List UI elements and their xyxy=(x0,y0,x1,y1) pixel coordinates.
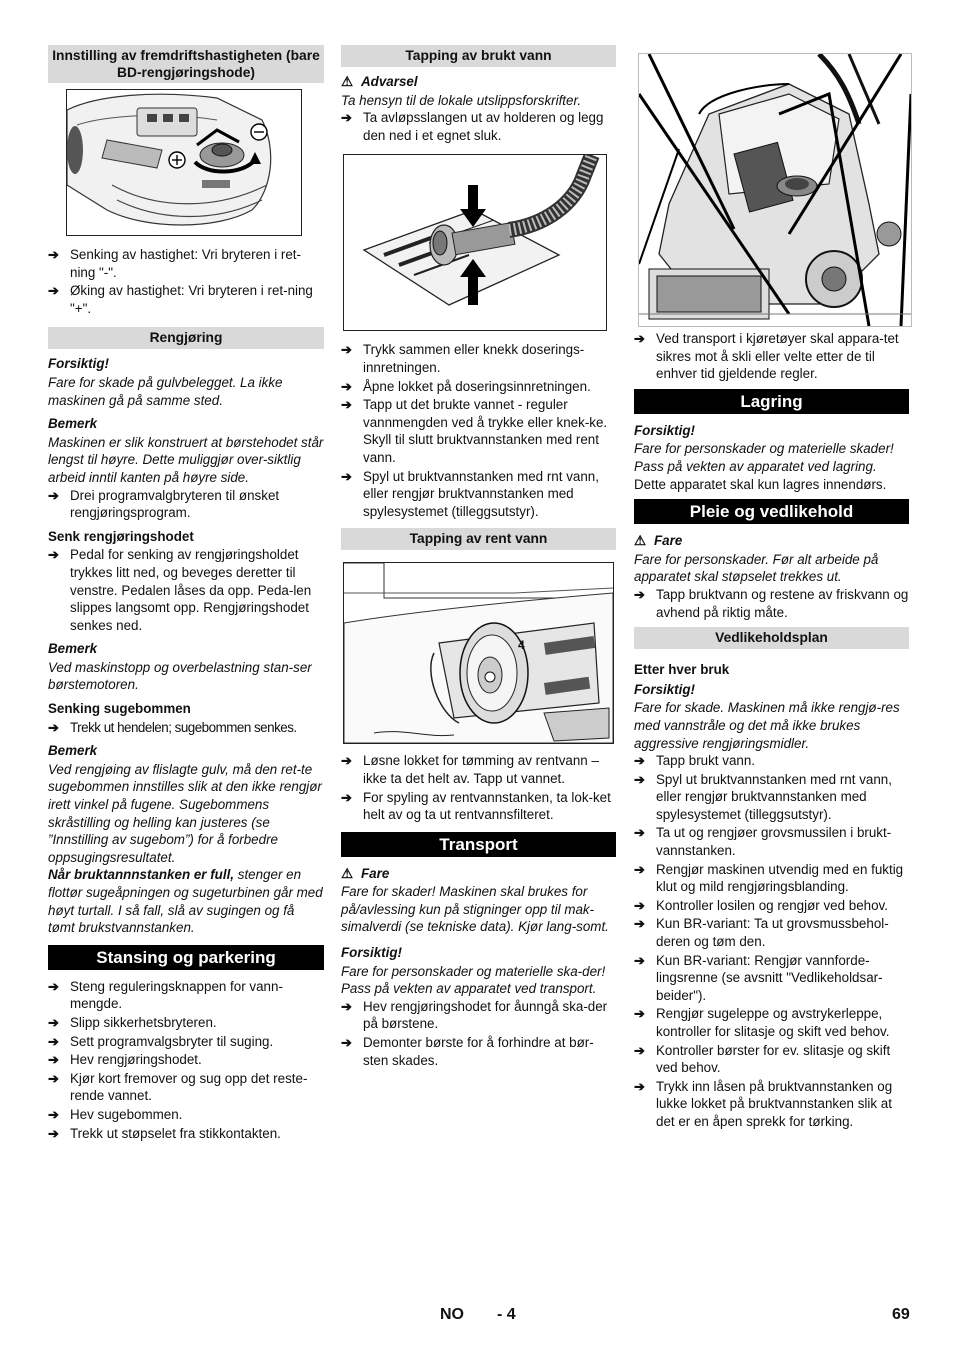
arrow-right-icon: ➔ xyxy=(634,586,645,602)
arrow-right-icon: ➔ xyxy=(341,789,352,805)
arrow-right-icon: ➔ xyxy=(341,998,352,1014)
arrow-right-icon: ➔ xyxy=(634,1078,645,1094)
list-item: ➔ Slipp sikkerhetsbryteren. xyxy=(48,1014,217,1030)
arrow-right-icon: ➔ xyxy=(48,719,59,735)
stop-parking-heading: Stansing og parkering xyxy=(48,945,324,970)
column-3 xyxy=(634,45,909,1132)
list-item: ➔ Kontroller losilen og rengjør ved behov. xyxy=(634,897,888,913)
arrow-right-icon: ➔ xyxy=(634,916,645,932)
list-item: ➔ Senking av hastighet: Vri bryteren i ret-ning "-". xyxy=(48,247,301,280)
arrow-right-icon: ➔ xyxy=(634,1042,645,1058)
care-list xyxy=(634,586,909,621)
footer-language: NO xyxy=(440,1306,464,1323)
caution-text: Fare for personskader og materielle ska-der! Pass på vekten av apparatet ved transport. xyxy=(341,963,606,997)
arrow-right-icon: ➔ xyxy=(341,397,352,413)
footer-section: - 4 xyxy=(497,1306,516,1323)
cleaning-list xyxy=(48,487,324,522)
list-item: ➔ Kun BR-variant: Rengjør vannforde-lingsrenne (se avsnitt "Vedlikeholdsar-beider"). xyxy=(634,952,883,1003)
note-text: Ved maskinstopp og overbelastning stan-ser børstemotoren. xyxy=(48,659,312,693)
speed-dial-illustration xyxy=(67,90,301,235)
cleaning-heading: Rengjøring xyxy=(48,327,324,349)
list-item: ➔ Hev rengjøringshodet. xyxy=(48,1052,202,1068)
transport-list xyxy=(341,998,616,1069)
drain-hose-illustration xyxy=(344,155,606,330)
arrow-right-icon: ➔ xyxy=(341,1035,352,1051)
lower-suction-list xyxy=(48,719,324,737)
fresh-water-figure xyxy=(343,562,614,744)
list-item: ➔ Ta avløpsslangen ut av holderen og legg den ned i et egnet sluk. xyxy=(341,110,604,143)
warning-triangle-icon: ⚠ xyxy=(341,74,354,89)
maintenance-plan-heading: Vedlikeholdsplan xyxy=(634,627,909,649)
transport-securing-figure xyxy=(638,53,912,327)
note-label: Bemerk xyxy=(48,416,98,432)
arrow-right-icon: ➔ xyxy=(634,861,645,877)
list-item: ➔ Løsne lokket for tømming av rentvann – ikke ta det helt av. Tapp ut vannet. xyxy=(341,753,599,786)
arrow-right-icon: ➔ xyxy=(634,897,645,913)
after-use-subheading: Etter hver bruk xyxy=(634,662,730,678)
list-item: ➔ Tapp brukt vann. xyxy=(634,753,756,769)
list-item: ➔ Pedal for senking av rengjøringsholdet trykkes litt ned, og beveges deretter til venstre. Pedalen låses da opp. Peda-len slippes langsomt opp. Rengjøringshodet senkes ned. xyxy=(48,547,312,633)
drain-list-2 xyxy=(341,341,616,520)
arrow-right-icon: ➔ xyxy=(634,771,645,787)
list-item: ➔ Kun BR-variant: Ta ut grovsmussbehol-deren og tøm den. xyxy=(634,916,889,950)
warning-triangle-icon: ⚠ xyxy=(634,533,647,549)
speed-heading: Innstilling av fremdriftshastigheten (bare BD-rengjøringshode) xyxy=(48,45,324,83)
danger-text: Fare for personskader. Før alt arbeide på apparatet skal støpselet trekkes ut. xyxy=(634,551,879,585)
arrow-right-icon: ➔ xyxy=(48,283,59,299)
arrow-right-icon: ➔ xyxy=(634,753,645,769)
arrow-right-icon: ➔ xyxy=(341,342,352,358)
fresh-water-list xyxy=(341,752,616,823)
list-item: ➔ Rengjør sugeleppe og avstrykerleppe, kontroller for slitasje og skift ved behov. xyxy=(634,1006,890,1039)
column-1 xyxy=(48,45,324,1143)
fresh-water-illustration xyxy=(344,563,613,743)
arrow-right-icon: ➔ xyxy=(48,247,59,262)
list-item: ➔ Åpne lokket på doseringsinnretningen. xyxy=(341,378,591,394)
list-item: ➔ Demonter børste for å forhindre at bør-sten skades. xyxy=(341,1035,594,1068)
list-item: ➔ Hev rengjøringshodet for åunngå ska-der på børstene. xyxy=(341,998,608,1032)
stop-list xyxy=(48,978,324,1142)
drain-hose-figure xyxy=(343,154,607,331)
note-text: Ved rengjøing av flislagte gulv, må den ret-te sugebommen innstilles slik at den ikke rengjør irett vinkel på fugene. Sugebommens skråstilling og helling kan justeres (se ”Innstilling av sugebom”) for å forbedre oppsugingsresultatet. Når bruktannnstanken er full, stenger en flottør sugeåpningen og sugeturbinen går med høyt turtall. I så fall, slå av sugingen og få tømt brukstvannstanken. xyxy=(48,761,323,936)
storage-heading: Lagring xyxy=(634,389,909,414)
speed-list xyxy=(48,246,324,317)
lower-suction-subheading: Senking sugebommen xyxy=(48,701,191,717)
maintenance-list xyxy=(634,752,909,1130)
arrow-right-icon: ➔ xyxy=(341,753,352,769)
caution-text: Fare for personskader og materielle skader! Pass på vekten av apparatet ved lagring. xyxy=(634,441,894,474)
list-item: ➔ Trykk inn låsen på bruktvannstanken og lukke lokket på bruktvannstanken slik at det er en åpen sprekk for tørking. xyxy=(634,1078,893,1129)
caution-label: Forsiktig! xyxy=(634,681,696,697)
list-item: ➔ Steng reguleringsknappen for vann-mengde. xyxy=(48,978,283,1012)
note-label: Bemerk xyxy=(48,743,98,759)
drain-heading: Tapping av brukt vann xyxy=(341,45,616,67)
transport-heading: Transport xyxy=(341,832,616,857)
list-item: ➔ Tapp bruktvann og restene av friskvann og avhend på riktig måte. xyxy=(634,586,909,620)
caution-label: Forsiktig! xyxy=(341,945,403,961)
list-item: ➔ Kontroller børster for ev. slitasje og skift ved behov. xyxy=(634,1042,891,1076)
arrow-right-icon: ➔ xyxy=(48,1052,59,1068)
list-item: ➔ Spyl ut bruktvannstanken med rnt vann, eller rengjør bruktvannstanken med spylesystemet (tilleggsutstyr). xyxy=(341,468,599,519)
arrow-right-icon: ➔ xyxy=(341,110,352,126)
arrow-right-icon: ➔ xyxy=(341,378,352,394)
note-label: Bemerk xyxy=(48,641,98,657)
arrow-right-icon: ➔ xyxy=(48,487,59,503)
arrow-right-icon: ➔ xyxy=(48,1070,59,1086)
list-item: ➔ Rengjør maskinen utvendig med en fuktig klut og mild rengjøringsblanding. xyxy=(634,861,904,895)
arrow-right-icon: ➔ xyxy=(48,1033,59,1049)
caution-label: Forsiktig! xyxy=(48,356,110,372)
caution-text: Fare for skade på gulvbelegget. La ikke maskinen gå på samme sted. xyxy=(48,374,283,408)
warning-triangle-icon: ⚠ xyxy=(341,865,354,881)
svg-text:4: 4 xyxy=(518,638,525,653)
list-item: ➔ Ta ut og rengjøer grovsmussilen i brukt-vannstanken. xyxy=(634,825,892,859)
arrow-right-icon: ➔ xyxy=(48,978,59,994)
drain-list-1 xyxy=(341,109,616,144)
storage-text: Dette apparatet skal kun lagres innendørs. xyxy=(634,476,887,492)
speed-dial-figure xyxy=(66,89,302,236)
column-2 xyxy=(341,45,616,1070)
caution-text: Fare for skade. Maskinen må ikke rengjø-res med vannstråle og det må ikke brukes aggressive rengjøringsmidler. xyxy=(634,700,900,751)
list-item: ➔ Trekk ut hendelen; sugebommen senkes. xyxy=(48,719,297,735)
list-item: ➔ Sett programvalgsbryter til suging. xyxy=(48,1033,274,1049)
fresh-water-heading: Tapping av rent vann xyxy=(341,528,616,550)
list-item: ➔ Hev sugebommen. xyxy=(48,1106,183,1122)
arrow-right-icon: ➔ xyxy=(634,331,645,346)
caution-label: Forsiktig! xyxy=(634,422,696,438)
arrow-right-icon: ➔ xyxy=(634,825,645,841)
footer-page-number: 69 xyxy=(892,1306,910,1323)
danger-text: Fare for skader! Maskinen skal brukes for på/avlessing kun på stigninger opp til mak-simalverdi (se tekniske data). Kjør lang-somt. xyxy=(341,884,609,935)
arrow-right-icon: ➔ xyxy=(48,1125,59,1141)
lower-head-list xyxy=(48,546,324,634)
danger-label: ⚠ Fare xyxy=(341,865,390,881)
arrow-right-icon: ➔ xyxy=(341,468,352,484)
list-item: ➔ For spyling av rentvannstanken, ta lok-ket helt av og ta ut rentvannsfilteret. xyxy=(341,789,611,823)
list-item: ➔ Øking av hastighet: Vri bryteren i ret-ning "+". xyxy=(48,283,313,316)
list-item: ➔ Tapp ut det brukte vannet - reguler vannmengden ved å trykke eller knek-ke. Skyll til slutt bruktvannstanken med rent vann. xyxy=(341,397,608,465)
transport-securing-illustration xyxy=(639,54,911,326)
arrow-right-icon: ➔ xyxy=(634,1006,645,1022)
list-item: ➔ Trekk ut støpselet fra stikkontakten. xyxy=(48,1125,281,1141)
warning-label: ⚠ Advarsel xyxy=(341,74,418,89)
danger-label: ⚠ Fare xyxy=(634,533,683,549)
arrow-right-icon: ➔ xyxy=(48,1014,59,1030)
care-maintenance-heading: Pleie og vedlikehold xyxy=(634,499,909,524)
list-item: ➔ Drei programvalgbryteren til ønsket rengjøringsprogram. xyxy=(48,487,280,521)
list-item: ➔ Ved transport i kjøretøyer skal appara-tet sikres mot å skli eller velte etter de til enhver tid gjeldende regler. xyxy=(634,331,899,382)
warning-text: Ta hensyn til de lokale utslippsforskrifter. xyxy=(341,92,582,108)
lower-head-subheading: Senk rengjøringshodet xyxy=(48,528,194,544)
vehicle-transport-list xyxy=(634,330,909,383)
arrow-right-icon: ➔ xyxy=(48,1106,59,1122)
list-item: ➔ Trykk sammen eller knekk doserings-innretningen. xyxy=(341,342,585,375)
note-text: Maskinen er slik konstruert at børstehodet står lengst til høyre. Dette muliggjør over-siktlig arbeid inntil kanten på høyre side. xyxy=(48,434,324,485)
list-item: ➔ Kjør kort fremover og sug opp det reste-rende vannet. xyxy=(48,1070,308,1104)
arrow-right-icon: ➔ xyxy=(48,547,59,563)
arrow-right-icon: ➔ xyxy=(634,952,645,968)
list-item: ➔ Spyl ut bruktvannstanken med rnt vann, eller rengjør bruktvannstanken med spylesystemet (tilleggsutstyr). xyxy=(634,771,892,822)
